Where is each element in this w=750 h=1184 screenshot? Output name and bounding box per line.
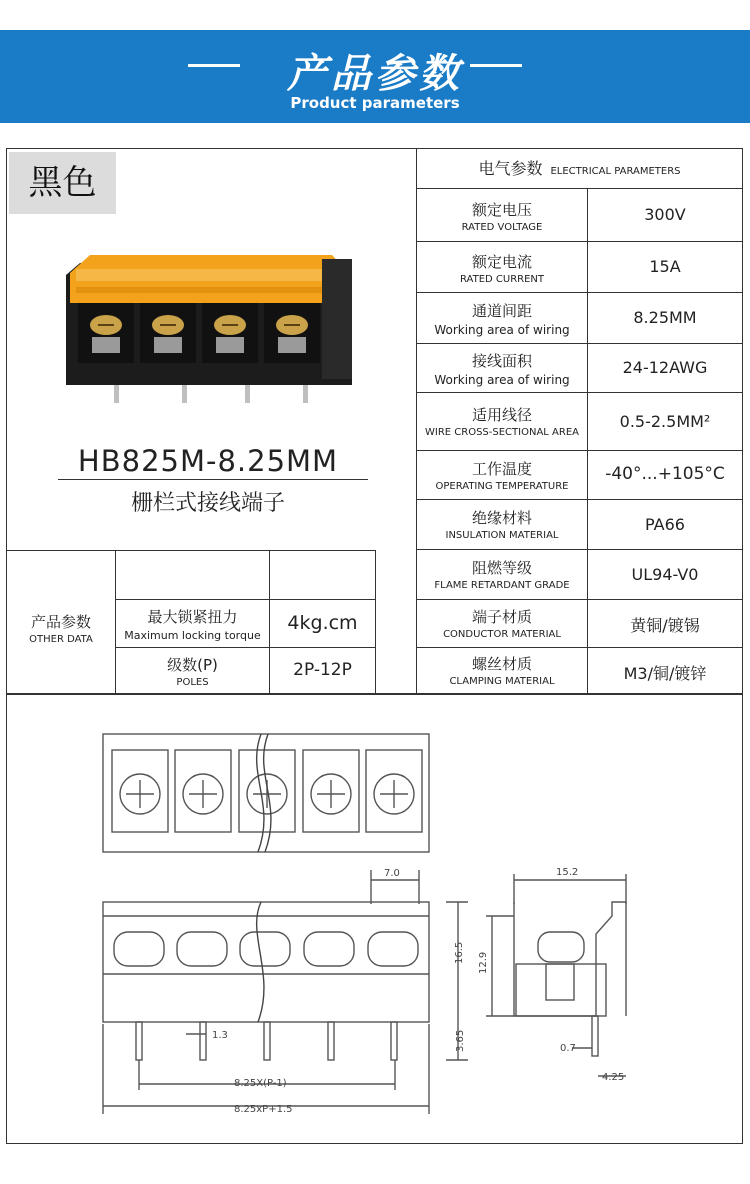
model-code: HB825M-8.25MM: [77, 444, 339, 478]
param-row-3-name: 通道间距 Working area of wiring: [434, 302, 570, 337]
product-photo: [60, 245, 360, 413]
dim-pitch: 7.0: [384, 868, 400, 879]
param-row-1-value: 300V: [644, 205, 686, 224]
technical-drawing: [6, 694, 743, 1144]
electrical-header-en: ELECTRICAL PARAMETERS: [550, 166, 681, 177]
dim-body: 12.9: [478, 951, 489, 974]
param-row-1-name: 额定电压 RATED VOLTAGE: [461, 201, 543, 233]
other-data-label: 产品参数 OTHER DATA: [29, 613, 93, 645]
dim-pin-thk: 0.7: [560, 1043, 576, 1054]
dim-formula-1: 8.25X(P-1): [234, 1078, 287, 1089]
param-row-2-name: 额定电流 RATED CURRENT: [459, 253, 545, 285]
param-row-2-value: 15A: [649, 257, 681, 276]
electrical-header: [417, 150, 742, 188]
param-row-10-value: M3/铜/镀锌: [623, 664, 707, 683]
header-banner: [0, 30, 750, 123]
param-row-6-value: -40°...+105°C: [605, 464, 725, 484]
param-row-7-name: 绝缘材料 INSULATION MATERIAL: [445, 509, 559, 541]
model-divider: [58, 479, 368, 480]
param-row-9-value: 黄铜/镀锡: [630, 616, 700, 635]
color-tag: 黑色: [9, 152, 116, 214]
dim-pin-len: 3.65: [455, 1029, 466, 1052]
param-row-3-value: 8.25MM: [633, 308, 697, 327]
param-row-10-name: 螺丝材质 CLAMPING MATERIAL: [449, 655, 555, 687]
param-row-5-name: 适用线径 WIRE CROSS-SECTIONAL AREA: [425, 406, 579, 438]
other-row-1-value: 4kg.cm: [287, 612, 358, 634]
param-row-4-name: 接线面积 Working area of wiring: [434, 352, 570, 387]
other-row-2-name: 级数(P) POLES: [167, 656, 218, 688]
param-row-6-name: 工作温度 OPERATING TEMPERATURE: [435, 460, 569, 492]
param-row-4-value: 24-12AWG: [622, 358, 708, 377]
dim-formula-2: 8.25xP+1.5: [234, 1104, 293, 1115]
banner-subtitle: Product parameters: [290, 94, 460, 112]
param-row-7-value: PA66: [645, 515, 685, 534]
param-row-8-name: 阻燃等级 FLAME RETARDANT GRADE: [434, 559, 570, 591]
param-row-8-value: UL94-V0: [631, 565, 699, 584]
other-row-1-name: 最大锁紧扭力 Maximum locking torque: [124, 608, 261, 642]
param-row-5-value: 0.5-2.5MM²: [619, 412, 711, 431]
param-row-9-name: 端子材质 CONDUCTOR MATERIAL: [443, 608, 561, 640]
dim-width: 15.2: [556, 867, 579, 878]
other-row-2-value: 2P-12P: [293, 660, 352, 680]
banner-title: 产品参数: [287, 51, 463, 97]
model-name: 栅栏式接线端子: [130, 491, 285, 516]
dim-pin-off: 4.25: [602, 1072, 625, 1083]
electrical-header-cn: 电气参数: [478, 159, 543, 178]
banner-dash-right: [470, 64, 522, 67]
dim-height: 16.5: [454, 941, 465, 964]
dim-pin: 1.3: [212, 1030, 228, 1041]
